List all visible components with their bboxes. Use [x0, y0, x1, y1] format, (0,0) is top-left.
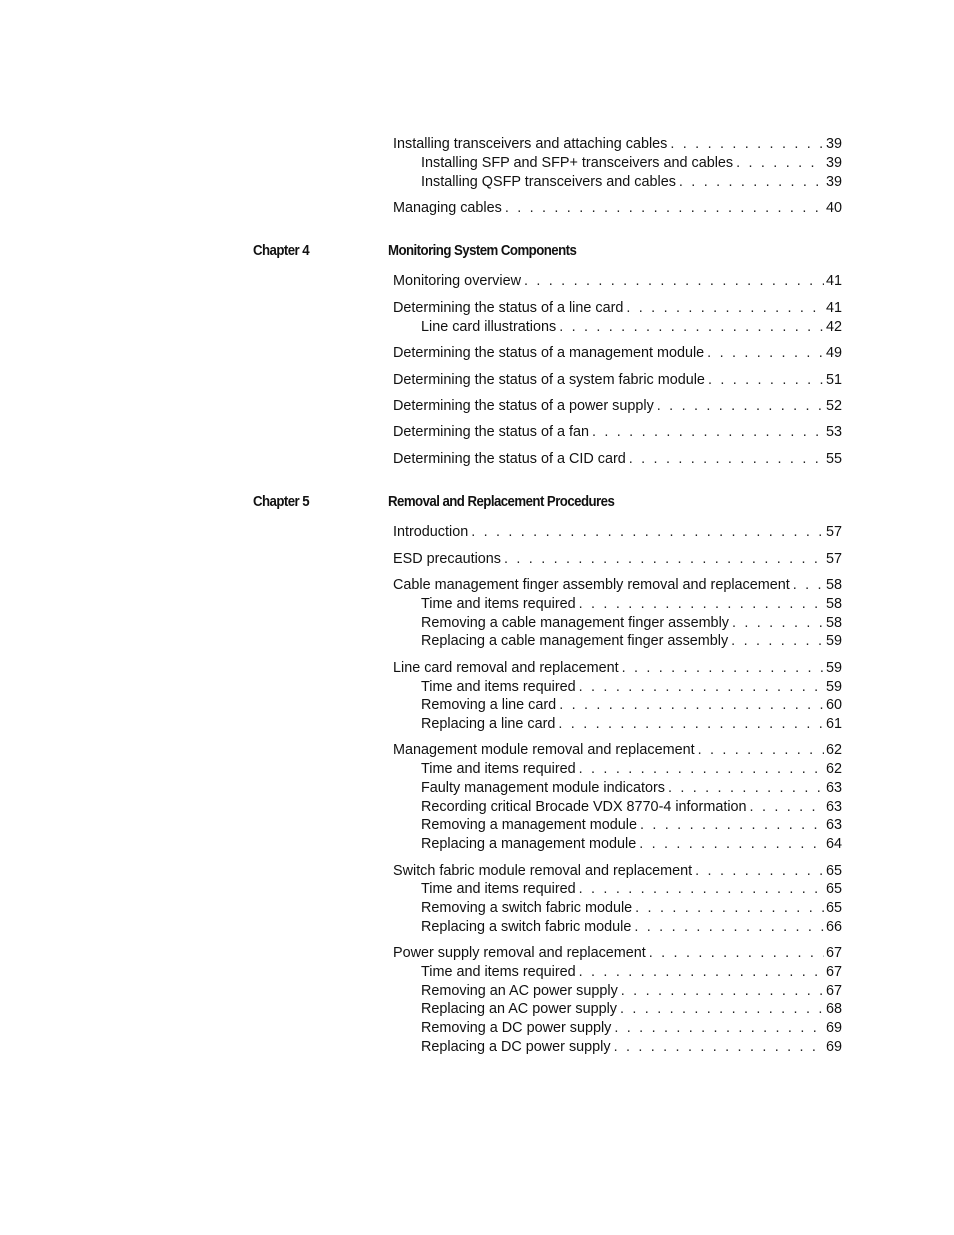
toc-entry-page: 59: [825, 660, 842, 676]
toc-entry-title: Replacing a switch fabric module: [421, 919, 632, 935]
toc-subentry[interactable]: [421, 632, 842, 650]
toc-entry-title: Replacing an AC power supply: [421, 1001, 617, 1017]
dot-leader: [524, 272, 824, 290]
dot-leader: [621, 982, 824, 1000]
toc-subentry[interactable]: [421, 614, 842, 632]
toc-entry[interactable]: [393, 576, 842, 594]
toc-entry-title: Removing a switch fabric module: [421, 900, 633, 916]
toc-entry-page: 60: [825, 697, 842, 713]
toc-entry-title: Time and items required: [421, 761, 576, 777]
toc-subentry[interactable]: [421, 918, 842, 936]
toc-entry-page: 58: [825, 577, 842, 593]
dot-leader: [592, 423, 824, 441]
toc-entry[interactable]: [393, 523, 842, 541]
toc-entry-title: Installing QSFP transceivers and cables: [421, 174, 676, 190]
toc-entry-page: 58: [825, 596, 842, 612]
toc-entry-title: Removing a cable management finger assembly: [421, 615, 729, 631]
dot-leader: [629, 450, 824, 468]
toc-entry-title: Determining the status of a power supply: [393, 398, 654, 414]
dot-leader: [579, 880, 824, 898]
dot-leader: [731, 632, 824, 650]
dot-leader: [707, 344, 824, 362]
dot-leader: [634, 918, 824, 936]
toc-entry[interactable]: [393, 344, 842, 362]
dot-leader: [649, 944, 824, 962]
toc-entry-page: 69: [825, 1020, 842, 1036]
toc-entry[interactable]: [393, 741, 842, 759]
chapter-title: Removal and Replacement Procedures: [388, 494, 615, 510]
toc-entry[interactable]: [393, 199, 842, 217]
dot-leader: [622, 659, 824, 677]
toc-entry-title: Determining the status of a CID card: [393, 451, 626, 467]
toc-entry-title: Line card removal and replacement: [393, 660, 619, 676]
toc-subentry[interactable]: [421, 696, 842, 714]
toc-subentry[interactable]: [421, 880, 842, 898]
dot-leader: [793, 576, 824, 594]
toc-subentry[interactable]: [421, 1000, 842, 1018]
toc-entry-page: 41: [825, 273, 842, 289]
dot-leader: [668, 779, 824, 797]
dot-leader: [695, 862, 824, 880]
toc-subentry[interactable]: [421, 715, 842, 733]
toc-entry-page: 67: [825, 945, 842, 961]
toc-entry-title: Removing a line card: [421, 697, 557, 713]
toc-entry-page: 39: [825, 155, 842, 171]
toc-entry[interactable]: [393, 423, 842, 441]
toc-entry-title: Replacing a cable management finger assembly: [421, 633, 729, 649]
toc-subentry[interactable]: [421, 835, 842, 853]
toc-entry-title: Time and items required: [421, 679, 576, 695]
toc-entry-page: 57: [825, 551, 842, 567]
dot-leader: [579, 595, 824, 613]
toc-entry-title: Faulty management module indicators: [421, 780, 665, 796]
toc-entry-page: 65: [825, 863, 842, 879]
toc-entry-page: 58: [825, 615, 842, 631]
toc-subentry[interactable]: [421, 779, 842, 797]
toc-entry-title: Replacing a DC power supply: [421, 1039, 611, 1055]
toc-entry-page: 68: [825, 1001, 842, 1017]
dot-leader: [750, 798, 824, 816]
toc-entry-page: 39: [825, 174, 842, 190]
toc-entry-page: 67: [825, 964, 842, 980]
toc-subentry[interactable]: [421, 760, 842, 778]
dot-leader: [504, 550, 824, 568]
toc-entry-title: Managing cables: [393, 200, 502, 216]
toc-entry-title: Monitoring overview: [393, 273, 521, 289]
dot-leader: [698, 741, 824, 759]
toc-entry-title: Recording critical Brocade VDX 8770-4 information: [421, 799, 747, 815]
toc-entry-page: 69: [825, 1039, 842, 1055]
toc-entry-page: 57: [825, 524, 842, 540]
toc-entry-title: Time and items required: [421, 881, 576, 897]
toc-entry-page: 40: [825, 200, 842, 216]
toc-entry-page: 59: [825, 679, 842, 695]
toc-subentry[interactable]: [421, 963, 842, 981]
toc-entry-title: Determining the status of a management module: [393, 345, 705, 361]
toc-entry[interactable]: [393, 299, 842, 317]
toc-entry-title: Removing a management module: [421, 817, 637, 833]
dot-leader: [579, 760, 824, 778]
toc-entry-title: Removing a DC power supply: [421, 1020, 612, 1036]
dot-leader: [635, 899, 824, 917]
toc-entry-page: 65: [825, 881, 842, 897]
toc-entry-page: 67: [825, 983, 842, 999]
chapter-label: Chapter 4: [253, 243, 310, 259]
toc-subentry[interactable]: [421, 1019, 842, 1037]
toc-entry-title: Replacing a management module: [421, 836, 637, 852]
toc-entry-title: Determining the status of a system fabric module: [393, 372, 705, 388]
toc-entry-title: Removing an AC power supply: [421, 983, 618, 999]
toc-subentry[interactable]: [421, 154, 842, 172]
toc-entry-title: Time and items required: [421, 596, 576, 612]
toc-entry-page: 66: [825, 919, 842, 935]
toc-subentry[interactable]: [421, 982, 842, 1000]
toc-entry[interactable]: [393, 371, 842, 389]
toc-entry-page: 39: [825, 136, 842, 152]
dot-leader: [471, 523, 824, 541]
toc-entry-page: 65: [825, 900, 842, 916]
dot-leader: [614, 1038, 824, 1056]
toc-entry[interactable]: [393, 659, 842, 677]
toc-entry-title: Introduction: [393, 524, 469, 540]
toc-entry-title: Installing transceivers and attaching cables: [393, 136, 668, 152]
dot-leader: [736, 154, 824, 172]
dot-leader: [626, 299, 824, 317]
toc-entry[interactable]: [393, 862, 842, 880]
toc-entry-title: Determining the status of a line card: [393, 300, 624, 316]
toc-entry-page: 62: [825, 761, 842, 777]
toc-entry-title: Management module removal and replacement: [393, 742, 695, 758]
dot-leader: [708, 371, 824, 389]
toc-subentry[interactable]: [421, 595, 842, 613]
toc-entry[interactable]: [393, 272, 842, 290]
dot-leader: [679, 173, 824, 191]
toc-entry-page: 49: [825, 345, 842, 361]
toc-subentry[interactable]: [421, 318, 842, 336]
toc-entry-title: Installing SFP and SFP+ transceivers and cables: [421, 155, 734, 171]
toc-subentry[interactable]: [421, 798, 842, 816]
toc-entry-title: Power supply removal and replacement: [393, 945, 646, 961]
toc-entry-page: 63: [825, 799, 842, 815]
dot-leader: [558, 715, 824, 733]
toc-entry-page: 53: [825, 424, 842, 440]
toc-entry[interactable]: [393, 550, 842, 568]
chapter-title: Monitoring System Components: [388, 243, 577, 259]
toc-entry[interactable]: [393, 944, 842, 962]
toc-entry[interactable]: [393, 397, 842, 415]
dot-leader: [670, 135, 824, 153]
toc-subentry[interactable]: [421, 1038, 842, 1056]
toc-entry-title: Switch fabric module removal and replacement: [393, 863, 693, 879]
dot-leader: [657, 397, 824, 415]
dot-leader: [579, 678, 824, 696]
dot-leader: [559, 696, 824, 714]
toc-entry-page: 61: [825, 716, 842, 732]
toc-entry-page: 64: [825, 836, 842, 852]
dot-leader: [732, 614, 824, 632]
toc-subentry[interactable]: [421, 678, 842, 696]
toc-entry[interactable]: [393, 135, 842, 153]
toc-entry-title: Determining the status of a fan: [393, 424, 589, 440]
toc-subentry[interactable]: [421, 173, 842, 191]
toc-entry-page: 41: [825, 300, 842, 316]
toc-entry-page: 52: [825, 398, 842, 414]
toc-entry-page: 55: [825, 451, 842, 467]
dot-leader: [505, 199, 824, 217]
toc-entry-title: ESD precautions: [393, 551, 501, 567]
dot-leader: [559, 318, 824, 336]
toc-entry-title: Replacing a line card: [421, 716, 556, 732]
toc-entry-title: Cable management finger assembly removal and replacement: [393, 577, 790, 593]
toc-entry-title: Time and items required: [421, 964, 576, 980]
toc-entry-page: 62: [825, 742, 842, 758]
dot-leader: [639, 835, 824, 853]
toc-entry-page: 42: [825, 319, 842, 335]
dot-leader: [614, 1019, 824, 1037]
toc-entry-page: 63: [825, 817, 842, 833]
toc-subentry[interactable]: [421, 899, 842, 917]
dot-leader: [620, 1000, 824, 1018]
toc-entry-page: 51: [825, 372, 842, 388]
toc-subentry[interactable]: [421, 816, 842, 834]
toc-entry-page: 59: [825, 633, 842, 649]
toc-entry-page: 63: [825, 780, 842, 796]
dot-leader: [579, 963, 824, 981]
dot-leader: [640, 816, 824, 834]
chapter-label: Chapter 5: [253, 494, 310, 510]
toc-entry-title: Line card illustrations: [421, 319, 557, 335]
toc-entry[interactable]: [393, 450, 842, 468]
